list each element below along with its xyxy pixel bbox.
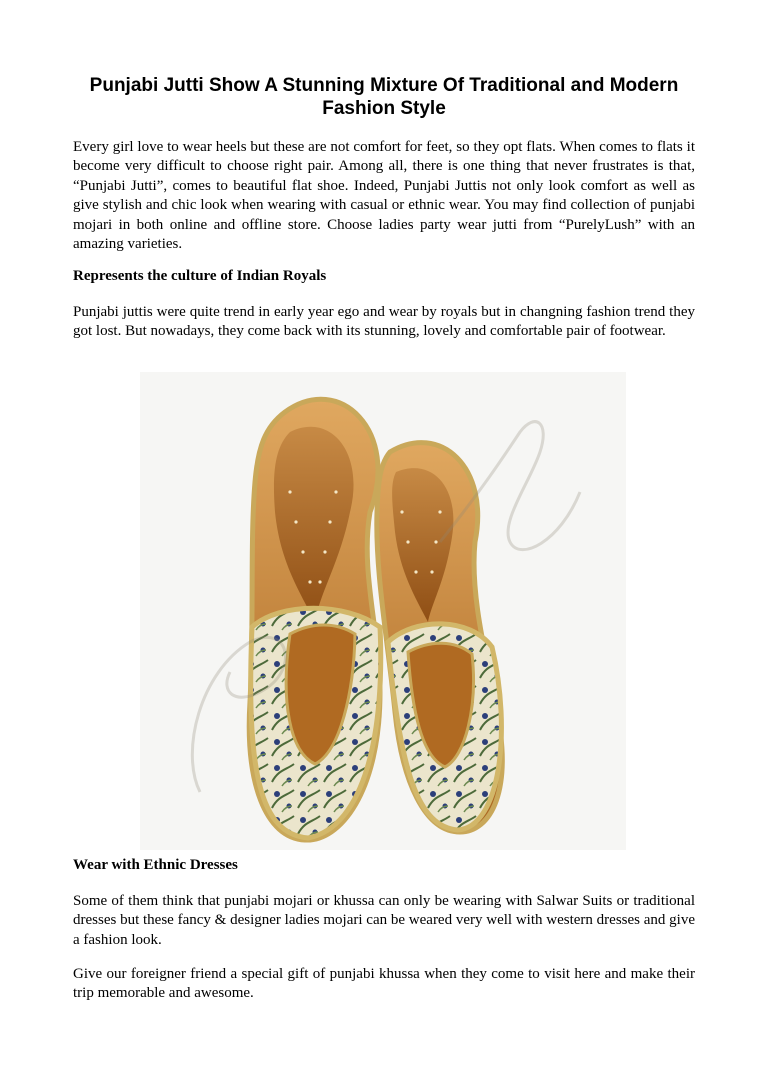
ethnic-paragraph-1: Some of them think that punjabi mojari or khussa can only be wearing with Salwar Suits or traditional dresses but these fancy & designer ladies mojari can be weared very well with western dresses and give a fashion look. [73,893,695,948]
jutti-product-photo [140,372,626,850]
royals-paragraph: Punjabi juttis were quite trend in early year ego and wear by royals but in changning fashion trend they got lost. But nowadays, they come back with its stunning, lovely and comfortable pair of footwear. [73,304,695,340]
page-title: Punjabi Jutti Show A Stunning Mixture Of Traditional and Modern Fashion Style [89,75,679,119]
right-jutti-shape [377,443,502,832]
left-jutti-shape [249,399,380,840]
intro-paragraph: Every girl love to wear heels but these are not comfort for feet, so they opt flats. When comes to flats it become very difficult to choose right pair. Among all, there is one thing that never frustrates is that, “Punjabi Jutti”, comes to beautiful flat shoe. Indeed, Punjabi Juttis not only look comfort as well as give stylish and chic look when wearing with casual or ethnic wear. You may find collection of punjabi mojari in both online and offline store. Choose ladies party wear jutti from “PurelyLush” with an amazing varieties. [73,139,695,253]
ethnic-paragraph-2: Give our foreigner friend a special gift of punjabi khussa when they come to visit here and make their trip memorable and awesome. [73,966,695,1002]
section-heading-ethnic: Wear with Ethnic Dresses [73,857,238,873]
section-heading-royals: Represents the culture of Indian Royals [73,268,327,284]
